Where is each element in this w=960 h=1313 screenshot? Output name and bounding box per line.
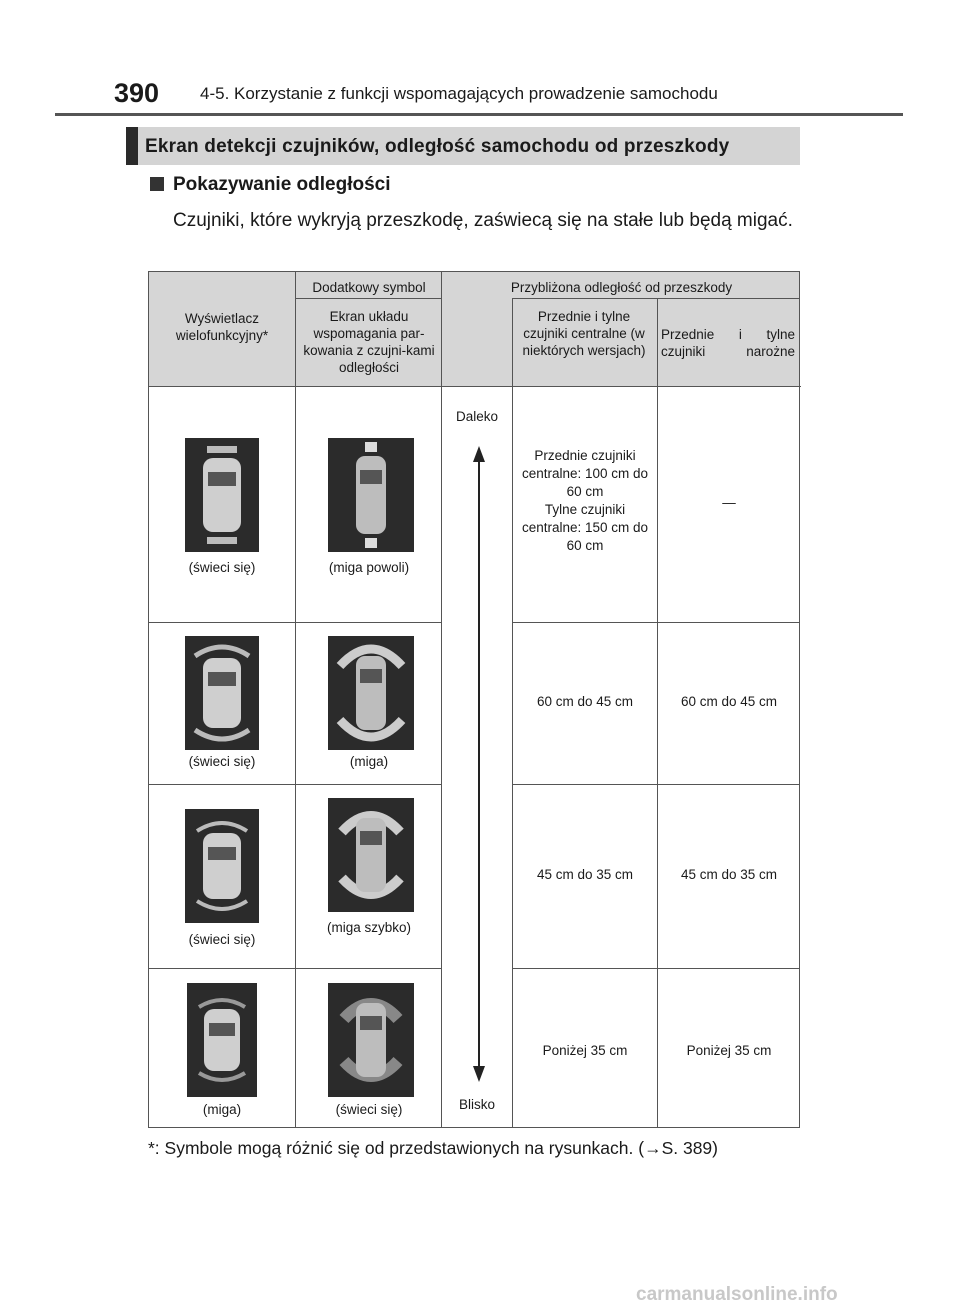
row4-symbol-caption: (świeci się) bbox=[335, 1102, 403, 1117]
header-corner-sensors-label: Przednie i tylne czujniki narożne bbox=[661, 327, 795, 359]
subsection-title: Pokazywanie odległości bbox=[173, 174, 391, 195]
row1-center-distance: Przednie czujniki centralne: 100 cm do 60 cm Tylne czujniki centralne: 150 cm do 60 cm bbox=[521, 448, 649, 553]
header-extra-symbol-label: Dodatkowy symbol bbox=[312, 280, 426, 295]
header-approx-distance-label: Przybliżona odległość od przeszkody bbox=[510, 280, 733, 295]
row2-center-distance: 60 cm do 45 cm bbox=[536, 694, 634, 709]
parking-assist-symbol-icon bbox=[328, 438, 414, 552]
row1-display-caption: (świeci się) bbox=[188, 560, 256, 575]
arrow-far-label: Daleko bbox=[455, 409, 499, 424]
row2-corner-distance: 60 cm do 45 cm bbox=[680, 694, 778, 709]
row4-corner-distance: Poniżej 35 cm bbox=[686, 1043, 772, 1058]
row3-center-distance: 45 cm do 35 cm bbox=[536, 867, 634, 882]
row4-display-caption: (miga) bbox=[202, 1102, 242, 1117]
distance-table bbox=[148, 271, 800, 1128]
footnote: *: Symbole mogą różnić się od przedstawionych na rysunkach. (→S. 389) bbox=[148, 1138, 718, 1158]
display-sensors-icon bbox=[187, 983, 257, 1097]
parking-assist-symbol-icon bbox=[328, 798, 414, 912]
row3-symbol-caption: (miga szybko) bbox=[326, 920, 412, 935]
subsection-text: Czujniki, które wykryją przeszkodę, zaświecą się na stałe lub będą migać. bbox=[173, 210, 793, 231]
row1-corner-distance: — bbox=[722, 495, 736, 510]
page-number: 390 bbox=[114, 78, 160, 108]
row3-corner-distance: 45 cm do 35 cm bbox=[680, 867, 778, 882]
header-divider bbox=[55, 113, 903, 116]
display-sensors-icon bbox=[185, 636, 259, 750]
display-sensors-icon bbox=[185, 438, 259, 552]
row2-display-caption: (świeci się) bbox=[188, 754, 256, 769]
section-title: Ekran detekcji czujników, odległość samochodu od przeszkody bbox=[145, 136, 730, 157]
arrow-near-label: Blisko bbox=[458, 1097, 495, 1112]
parking-assist-symbol-icon bbox=[328, 636, 414, 750]
header-center-sensors-label: Przednie i tylne czujniki centralne (w niektórych wersjach) bbox=[522, 309, 646, 358]
row2-symbol-caption: (miga) bbox=[349, 754, 389, 769]
header-extra-symbol-sub-label: Ekran układu wspomagania par-kowania z czujni-kami odległości bbox=[303, 309, 435, 375]
row3-display-caption: (świeci się) bbox=[188, 932, 256, 947]
distance-arrow-icon bbox=[464, 444, 494, 1084]
chapter-title: 4-5. Korzystanie z funkcji wspomagających prowadzenie samochodu bbox=[200, 84, 718, 103]
row1-symbol-caption: (miga powoli) bbox=[328, 560, 410, 575]
header-multi-display-label: Wyświetlacz wielofunkcyjny* bbox=[175, 311, 269, 343]
display-sensors-icon bbox=[185, 809, 259, 923]
parking-assist-symbol-icon bbox=[328, 983, 414, 1097]
watermark: carmanualsonline.info bbox=[636, 1284, 838, 1305]
square-bullet-icon bbox=[150, 177, 164, 191]
row4-center-distance: Poniżej 35 cm bbox=[542, 1043, 628, 1058]
